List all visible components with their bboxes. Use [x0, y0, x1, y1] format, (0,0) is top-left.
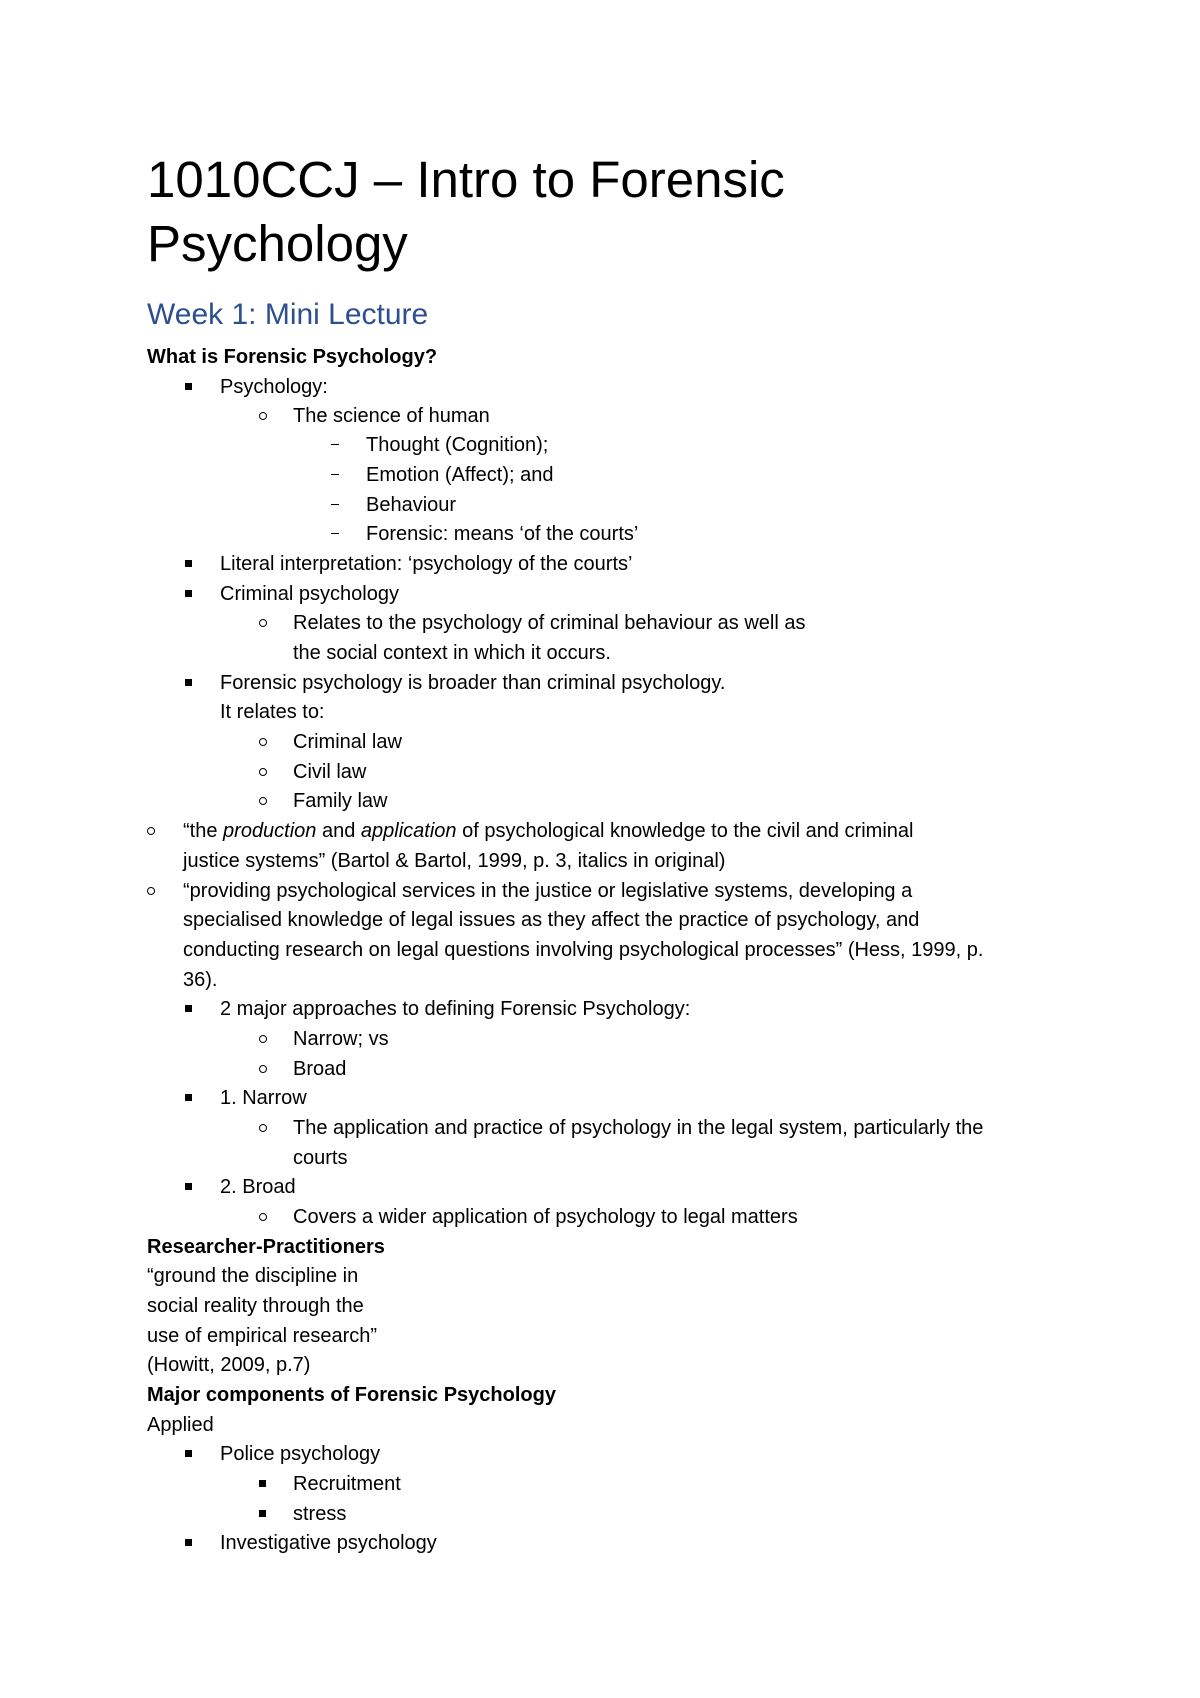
- subheading-applied: Applied: [147, 1414, 214, 1436]
- citation-line: (Howitt, 2009, p.7): [147, 1354, 311, 1376]
- list-item: Forensic: means ‘of the courts’: [366, 523, 639, 545]
- document-title-line-2: Psychology: [147, 215, 408, 272]
- dash-bullet-icon: [331, 490, 355, 520]
- list-item-continuation: It relates to:: [220, 701, 325, 723]
- section-heading-major-components: Major components of Forensic Psychology: [147, 1384, 556, 1406]
- circle-bullet-icon: [259, 786, 283, 816]
- list-item: Broad: [293, 1058, 347, 1080]
- dash-bullet-icon: [331, 519, 355, 549]
- list-item: Police psychology: [220, 1443, 381, 1465]
- circle-bullet-icon: [259, 757, 283, 787]
- quote-line: use of empirical research”: [147, 1325, 378, 1347]
- list-item-continuation: 36).: [183, 969, 218, 991]
- square-bullet-icon: [185, 994, 209, 1024]
- list-item: Family law: [293, 790, 388, 812]
- list-item: Forensic psychology is broader than criminal psychology.: [220, 672, 726, 694]
- quote-text: of psychological knowledge to the civil and criminal: [456, 820, 914, 842]
- square-bullet-icon: [185, 372, 209, 402]
- section-heading-researcher: Researcher-Practitioners: [147, 1236, 385, 1258]
- circle-bullet-icon: [259, 1054, 283, 1084]
- list-item: Investigative psychology: [220, 1532, 437, 1554]
- section-heading-what-is: What is Forensic Psychology?: [147, 346, 438, 368]
- quote-line: social reality through the: [147, 1295, 364, 1317]
- dash-bullet-icon: [331, 430, 355, 460]
- quote-text: “the: [183, 820, 224, 842]
- square-bullet-icon: [185, 1083, 209, 1113]
- dash-bullet-icon: [331, 460, 355, 490]
- circle-bullet-icon: [147, 876, 171, 906]
- list-item: Thought (Cognition);: [366, 434, 549, 456]
- list-item: Criminal law: [293, 731, 402, 753]
- circle-bullet-icon: [259, 727, 283, 757]
- list-item: Narrow; vs: [293, 1028, 389, 1050]
- list-item: Civil law: [293, 761, 367, 783]
- definition-quote-bartol: [183, 816, 913, 846]
- list-item: Psychology:: [220, 376, 328, 398]
- circle-bullet-icon: [147, 816, 171, 846]
- circle-bullet-icon: [259, 1024, 283, 1054]
- list-item: stress: [293, 1503, 347, 1525]
- list-item-continuation: the social context in which it occurs.: [293, 642, 611, 664]
- document-title-line-1: 1010CCJ – Intro to Forensic: [147, 151, 785, 208]
- list-item-continuation: courts: [293, 1147, 348, 1169]
- list-item: Literal interpretation: ‘psychology of the courts’: [220, 553, 633, 575]
- circle-bullet-icon: [259, 1113, 283, 1143]
- square-bullet-icon: [259, 1499, 283, 1529]
- list-item-continuation: justice systems” (Bartol & Bartol, 1999, p. 3, italics in original): [183, 850, 726, 872]
- list-item-continuation: specialised knowledge of legal issues as they affect the practice of psychology, and: [183, 909, 920, 931]
- list-item: 2. Broad: [220, 1176, 296, 1198]
- list-item: The application and practice of psychology in the legal system, particularly the: [293, 1117, 984, 1139]
- list-item: 1. Narrow: [220, 1087, 307, 1109]
- list-item: Recruitment: [293, 1473, 401, 1495]
- circle-bullet-icon: [259, 401, 283, 431]
- list-item-continuation: conducting research on legal questions involving psychological processes” (Hess, 1999, p.: [183, 939, 984, 961]
- circle-bullet-icon: [259, 608, 283, 638]
- list-item: The science of human: [293, 405, 490, 427]
- italic-word: production: [223, 820, 317, 842]
- circle-bullet-icon: [259, 1202, 283, 1232]
- quote-line: “ground the discipline in: [147, 1265, 359, 1287]
- list-item: Emotion (Affect); and: [366, 464, 554, 486]
- square-bullet-icon: [185, 549, 209, 579]
- list-item: Relates to the psychology of criminal behaviour as well as: [293, 612, 806, 634]
- list-item: 2 major approaches to defining Forensic Psychology:: [220, 998, 691, 1020]
- definition-quote-hess: “providing psychological services in the justice or legislative systems, developing a: [183, 880, 913, 902]
- square-bullet-icon: [185, 1528, 209, 1558]
- square-bullet-icon: [185, 1172, 209, 1202]
- quote-text: and: [316, 820, 361, 842]
- square-bullet-icon: [185, 668, 209, 698]
- list-item: Criminal psychology: [220, 583, 399, 605]
- list-item: Behaviour: [366, 494, 457, 516]
- italic-word: application: [360, 820, 457, 842]
- week-heading: Week 1: Mini Lecture: [147, 298, 429, 331]
- square-bullet-icon: [259, 1469, 283, 1499]
- square-bullet-icon: [185, 1439, 209, 1469]
- square-bullet-icon: [185, 579, 209, 609]
- list-item: Covers a wider application of psychology to legal matters: [293, 1206, 798, 1228]
